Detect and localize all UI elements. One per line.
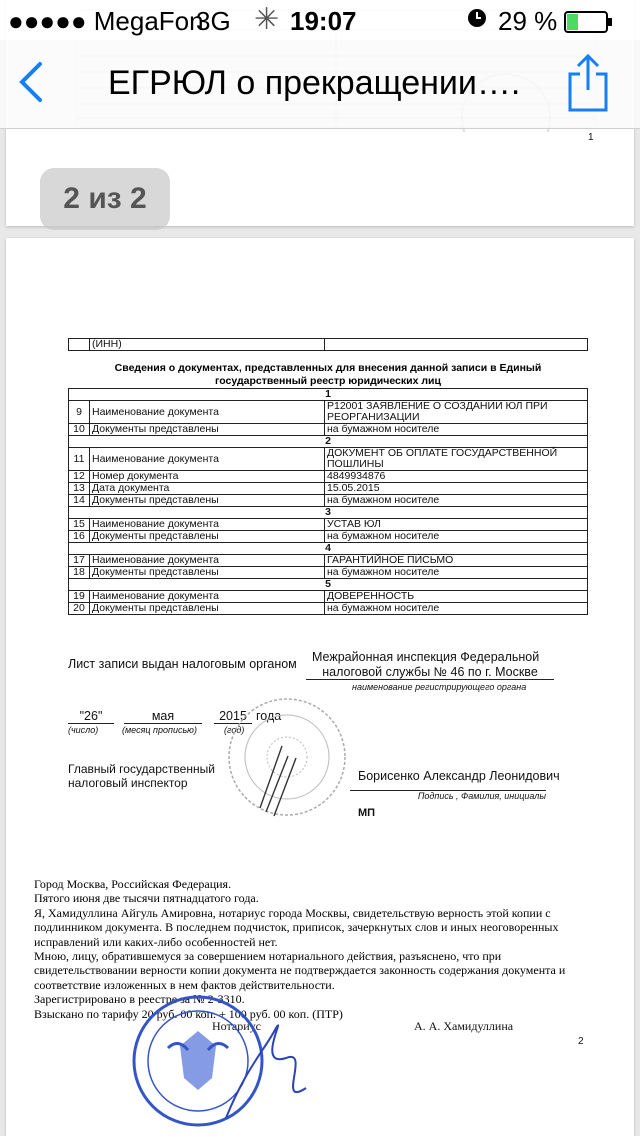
inn-label: (ИНН) (90, 339, 325, 351)
row-value: ГАРАНТИЙНОЕ ПИСЬМО (325, 555, 588, 567)
row-value: на бумажном носителе (325, 531, 588, 543)
table-section-row (69, 579, 588, 591)
table-row (69, 519, 588, 531)
navigation-bar (0, 40, 640, 129)
table-row (69, 555, 588, 567)
notary-role: Нотариус (212, 1019, 261, 1033)
row-number: 15 (69, 519, 90, 531)
notary-text-line: Пятого июня две тысячи пятнадцатого года. (34, 891, 259, 906)
notary-certification (34, 877, 579, 1021)
row-label: Наименование документа (90, 519, 325, 531)
date-year-suffix: года (256, 709, 282, 723)
battery-percent: 29 % (498, 6, 558, 36)
signature-caption: Подпись , Фамилия, инициалы (350, 790, 546, 801)
row-label: Наименование документа (90, 401, 325, 424)
notary-text-line: свидетельствовании верности копии документа не подтверждается законность содержания документа и (34, 963, 566, 978)
notary-text-line: Зарегистрировано в реестре за № 2-3310. (34, 992, 245, 1007)
document-page-2 (6, 238, 634, 1136)
table-row (69, 603, 588, 615)
inspector-line-1: Главный государственный (68, 762, 215, 776)
mp-label: МП (358, 807, 376, 819)
row-label: Наименование документа (90, 591, 325, 603)
table-row (69, 531, 588, 543)
issued-label: Лист записи выдан налоговым органом (68, 657, 297, 671)
row-label: Номер документа (90, 471, 325, 483)
date-day: "26" (68, 709, 114, 724)
documents-table (68, 388, 588, 615)
authority-line-1: Межрайонная инспекция Федеральной (312, 650, 540, 664)
notary-text-line: соответствие изложенных в нем фактов действительности. (34, 977, 335, 992)
year-caption: (год) (224, 725, 245, 735)
table-row (69, 424, 588, 436)
time-label: 19:07 (290, 6, 357, 36)
document-title: ЕГРЮЛ о прекращении…. (108, 64, 521, 102)
notary-name: А. А. Хамидуллина (414, 1019, 514, 1033)
date-year: 2015 (214, 709, 252, 724)
table-section-row (69, 389, 588, 401)
table-section-row (69, 436, 588, 448)
section-number: 1 (69, 389, 588, 401)
row-number: 16 (69, 531, 90, 543)
row-number: 9 (69, 401, 90, 424)
row-value: ДОВЕРЕННОСТЬ (325, 591, 588, 603)
battery-icon (564, 9, 614, 40)
section-number: 4 (69, 543, 588, 555)
notary-text-line: Взыскано по тарифу 20 руб. 00 коп. + 100 руб. 00 коп. (ПТР) (34, 1006, 343, 1021)
table-section-row (69, 507, 588, 519)
row-number: 12 (69, 471, 90, 483)
page1-number: 1 (588, 132, 594, 143)
network-label: 3G (196, 6, 231, 36)
month-caption: (месяц прописью) (122, 725, 197, 735)
row-value: УСТАВ ЮЛ (325, 519, 588, 531)
section-number: 2 (69, 436, 588, 448)
inspector-line-2: налоговый инспектор (68, 776, 188, 790)
row-value: на бумажном носителе (325, 567, 588, 579)
inspector-signature (252, 738, 312, 818)
table-row (69, 483, 588, 495)
table-row (69, 471, 588, 483)
inspector-name: Борисенко Александр Леонидович (358, 769, 560, 783)
chevron-left-icon (12, 58, 52, 106)
section-number: 5 (69, 579, 588, 591)
row-value: ДОКУМЕНТ ОБ ОПЛАТЕ ГОСУДАРСТВЕННОЙ ПОШЛИНЫ (325, 448, 588, 471)
row-number: 13 (69, 483, 90, 495)
page-indicator: 2 из 2 (40, 168, 170, 230)
row-label: Наименование документа (90, 555, 325, 567)
row-label: Наименование документа (90, 448, 325, 471)
row-number: 10 (69, 424, 90, 436)
activity-spinner-icon: ✳ (254, 3, 280, 36)
table-row (69, 591, 588, 603)
table-row (69, 495, 588, 507)
share-icon (566, 50, 610, 114)
authority-caption: наименование регистрирующего органа (352, 682, 527, 692)
row-label: Документы представлены (90, 495, 325, 507)
page2-number: 2 (578, 1036, 584, 1047)
table-section-row (69, 543, 588, 555)
notary-text-line: подлинником документа. В последнем подчисток, приписок, зачеркнутых слов и иных неоговоренных (34, 920, 559, 935)
notary-text-line: Я, Хамидуллина Айгуль Амировна, нотариус города Москвы, свидетельствую верность этой копии с (34, 905, 551, 920)
row-number: 14 (69, 495, 90, 507)
row-label: Документы представлены (90, 567, 325, 579)
row-value: 15.05.2015 (325, 483, 588, 495)
row-number: 19 (69, 591, 90, 603)
table-row (69, 401, 588, 424)
row-value: на бумажном носителе (325, 495, 588, 507)
row-value: на бумажном носителе (325, 424, 588, 436)
notary-text-line: исправлений или каких-либо особенностей нет. (34, 934, 278, 949)
row-number: 11 (69, 448, 90, 471)
row-label: Документы представлены (90, 531, 325, 543)
row-number: 17 (69, 555, 90, 567)
date-month: мая (124, 709, 202, 724)
row-number: 20 (69, 603, 90, 615)
day-caption: (число) (68, 725, 99, 735)
notary-text-line: Город Москва, Российская Федерация. (34, 877, 232, 891)
row-label: Документы представлены (90, 424, 325, 436)
row-value: на бумажном носителе (325, 603, 588, 615)
row-value: 4849934876 (325, 471, 588, 483)
documents-caption: Сведения о документах, представленных для внесения данной записи в Единый государственный реестр юридических лиц (114, 362, 542, 387)
row-number: 18 (69, 567, 90, 579)
back-button[interactable] (12, 58, 52, 106)
carrier-label: ●●●●● MegaFon (8, 6, 204, 36)
share-button[interactable] (566, 50, 610, 114)
notary-text-line: Мною, лицу, обратившемуся за совершением нотариального действия, разъяснено, что при (34, 949, 502, 964)
table-row (69, 448, 588, 471)
row-label: Документы представлены (90, 603, 325, 615)
inn-head-table (68, 338, 588, 351)
status-bar (0, 0, 640, 40)
notary-signature (216, 1008, 326, 1128)
table-row (69, 339, 588, 351)
row-label: Дата документа (90, 483, 325, 495)
section-number: 3 (69, 507, 588, 519)
table-row (69, 567, 588, 579)
row-value: Р12001 ЗАЯВЛЕНИЕ О СОЗДАНИИ ЮЛ ПРИ РЕОРГАНИЗАЦИИ (325, 401, 588, 424)
authority-line-2: налоговой службы № 46 по г. Москве (306, 665, 554, 680)
alarm-icon (466, 5, 488, 36)
